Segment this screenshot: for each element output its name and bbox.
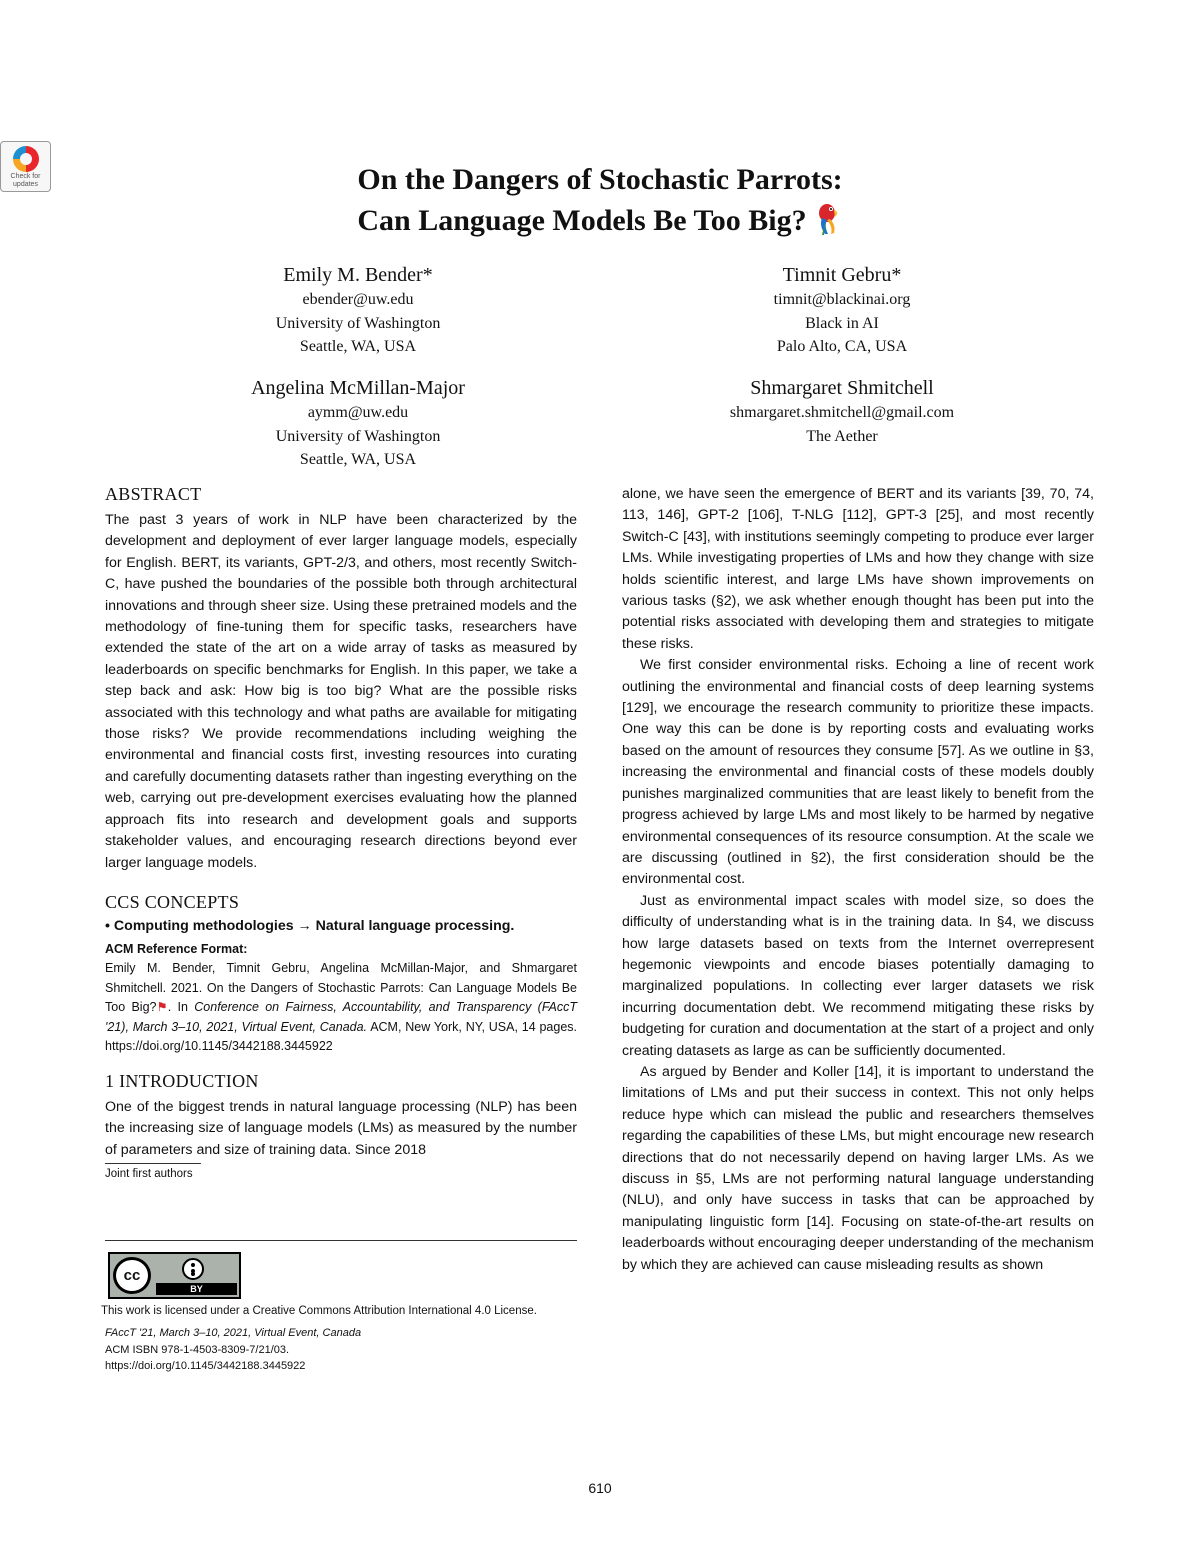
reference-parrot-icon: ⚑: [156, 1000, 168, 1015]
reference-rest[interactable]: ACM, New York, NY, USA, 14 pages. https://doi.org/10.1145/3442188.3445922: [105, 1019, 577, 1054]
parrot-icon: [813, 200, 843, 236]
intro-paragraph-1-start: One of the biggest trends in natural language processing (NLP) has been the increasing size of language models (LMs) as measured by the number of parameters and size of training data. Since 2018: [105, 1098, 577, 1158]
right-column: [622, 484, 1094, 1276]
author-affiliation: Black in AI: [805, 314, 879, 332]
author-affiliation: The Aether: [806, 427, 878, 445]
author-location: Seattle, WA, USA: [299, 451, 417, 468]
badge-line1: Check for: [10, 173, 41, 180]
author-name: Emily M. Bender*: [283, 264, 433, 286]
author-location: Palo Alto, CA, USA: [776, 338, 908, 355]
intro-paragraph-4: As argued by Bender and Koller [14], it is important to understand the limitations of LMs and put their success in context. This not only helps reduce hype which can mislead the public and researchers themselves regarding the capabilities of these LMs, but might encourage new research directions that do not necessarily depend on having larger LMs. As we discuss in §5, LMs are not performing natural language understanding (NLU), and only have success in tasks that can be approached by manipulating linguistic form [14]. Focusing on state-of-the-art results on leaderboards without encouraging deeper understanding of the mechanism by which they are achieved can cause misleading results as shown: [622, 1063, 1094, 1273]
badge-line2: updates: [13, 181, 38, 188]
author-location: Seattle, WA, USA: [299, 338, 417, 355]
author-email[interactable]: timnit@blackinai.org: [773, 291, 911, 308]
title-line2: Can Language Models Be Too Big?: [357, 204, 807, 237]
meta-isbn: ACM ISBN 978-1-4503-8309-7/21/03.: [105, 1343, 290, 1356]
author-email[interactable]: ebender@uw.edu: [302, 291, 414, 308]
crossmark-icon: [13, 146, 39, 172]
check-for-updates-badge[interactable]: [0, 141, 51, 192]
author-block-bender: [158, 262, 558, 359]
author-block-gebru: [642, 262, 1042, 359]
author-affiliation: University of Washington: [275, 427, 441, 445]
intro-paragraph-1-cont: alone, we have seen the emergence of BERT and its variants [39, 70, 74, 113, 146], GPT-2 [106], T-NLG [112], GPT-3 [25], and most recently Switch-C [43], with institutions seemingly competing to produce ever larger LMs. While investigating properties of LMs and how they change with size holds scientific interest, and large LMs have shown improvements on various tasks (§2), we ask whether enough thought has been put into the potential risks associated with developing them and strategies to mitigate these risks.: [622, 486, 1094, 652]
intro-paragraph-3: Just as environmental impact scales with model size, so does the difficulty of understanding what is in the training data. In §4, we discuss how large datasets based on texts from the Internet overrepresent hegemonic viewpoints and encode biases potentially damaging to marginalized populations. In collecting ever larger datasets we risk incurring documentation debt. We recommend mitigating these risks by budgeting for curation and documentation at the start of a project and only creating datasets as large as can be sufficiently documented.: [622, 892, 1094, 1059]
by-label: BY: [156, 1283, 237, 1295]
footnote: Joint first authors: [105, 1168, 193, 1181]
cc-by-license-badge[interactable]: [108, 1252, 241, 1299]
title-line1: On the Dangers of Stochastic Parrots:: [357, 163, 843, 196]
author-name: Shmargaret Shmitchell: [750, 377, 934, 399]
license-text: This work is licensed under a Creative Commons Attribution International 4.0 License.: [101, 1305, 537, 1317]
reference-format-heading: ACM Reference Format:: [105, 942, 248, 957]
page-number: 610: [588, 1480, 612, 1496]
author-name: Timnit Gebru*: [782, 264, 902, 286]
reference-format-body: [105, 959, 577, 1057]
author-block-mcmillan-major: [158, 375, 558, 472]
attribution-icon: [182, 1258, 204, 1280]
cc-icon: cc: [113, 1257, 151, 1294]
title-line2-wrap: [200, 200, 1000, 241]
license-rule: [105, 1240, 577, 1241]
author-email[interactable]: shmargaret.shmitchell@gmail.com: [729, 404, 955, 421]
author-block-shmitchell: [642, 375, 1042, 448]
introduction-heading: 1 INTRODUCTION: [105, 1070, 259, 1091]
author-email[interactable]: aymm@uw.edu: [307, 404, 409, 421]
reference-authors-title: Emily M. Bender, Timnit Gebru, Angelina McMillan-Major, and Shmargaret Shmitchell. 2021. On the Dangers of Stochastic Parrots: Can Language Models Be Too Big?: [105, 961, 577, 1015]
ccs-concept: • Computing methodologies → Natural language processing.: [105, 917, 515, 934]
publication-meta: [105, 1325, 577, 1375]
abstract-text: The past 3 years of work in NLP have been characterized by the development and deployment of ever larger language models, especially for English. BERT, its variants, GPT-2/3, and others, most recently Switch-C, have pushed the boundaries of the possible both through architectural innovations and through sheer size. Using these pretrained models and the methodology of fine-tuning them for specific tasks, researchers have extended the state of the art on a wide array of tasks as measured by leaderboards on specific benchmarks for English. In this paper, we take a step back and ask: How big is too big? What are the possible risks associated with this technology and what paths are available for mitigating those risks? We provide recommendations including weighing the environmental and financial costs first, investing resources into curating and carefully documenting datasets rather than ingesting everything on the web, carrying out pre-development exercises evaluating how the planned approach fits into research and development goals and supports stakeholder values, and encouraging research directions beyond ever larger language models.: [105, 512, 577, 871]
intro-paragraph-2: We first consider environmental risks. Echoing a line of recent work outlining the environmental and financial costs of deep learning systems [129], we encourage the research community to prioritize these impacts. One way this can be done is by reporting costs and evaluating works based on the amount of resources they consume [57]. As we outline in §3, increasing the environmental and financial costs of these models doubly punishes marginalized communities that are least likely to benefit from the progress achieved by large LMs and most likely to be harmed by negative environmental consequences of its resource consumption. At the scale we are discussing (outlined in §2), the first consideration should be the environmental cost.: [622, 657, 1094, 888]
author-name: Angelina McMillan-Major: [251, 377, 465, 399]
abstract-heading: ABSTRACT: [105, 484, 202, 504]
ccs-heading: CCS CONCEPTS: [105, 891, 240, 912]
paper-title: [200, 160, 1000, 241]
left-column: [105, 482, 577, 1184]
reference-in: . In: [167, 1000, 188, 1015]
meta-doi[interactable]: https://doi.org/10.1145/3442188.3445922: [105, 1360, 306, 1372]
author-affiliation: University of Washington: [275, 314, 441, 332]
meta-conference: FAccT '21, March 3–10, 2021, Virtual Event, Canada: [105, 1327, 362, 1339]
reference-venue: Conference on Fairness, Accountability, and Transparency (FAccT '21), March 3–10, 2021, Virtual Event, Canada.: [105, 1000, 577, 1034]
